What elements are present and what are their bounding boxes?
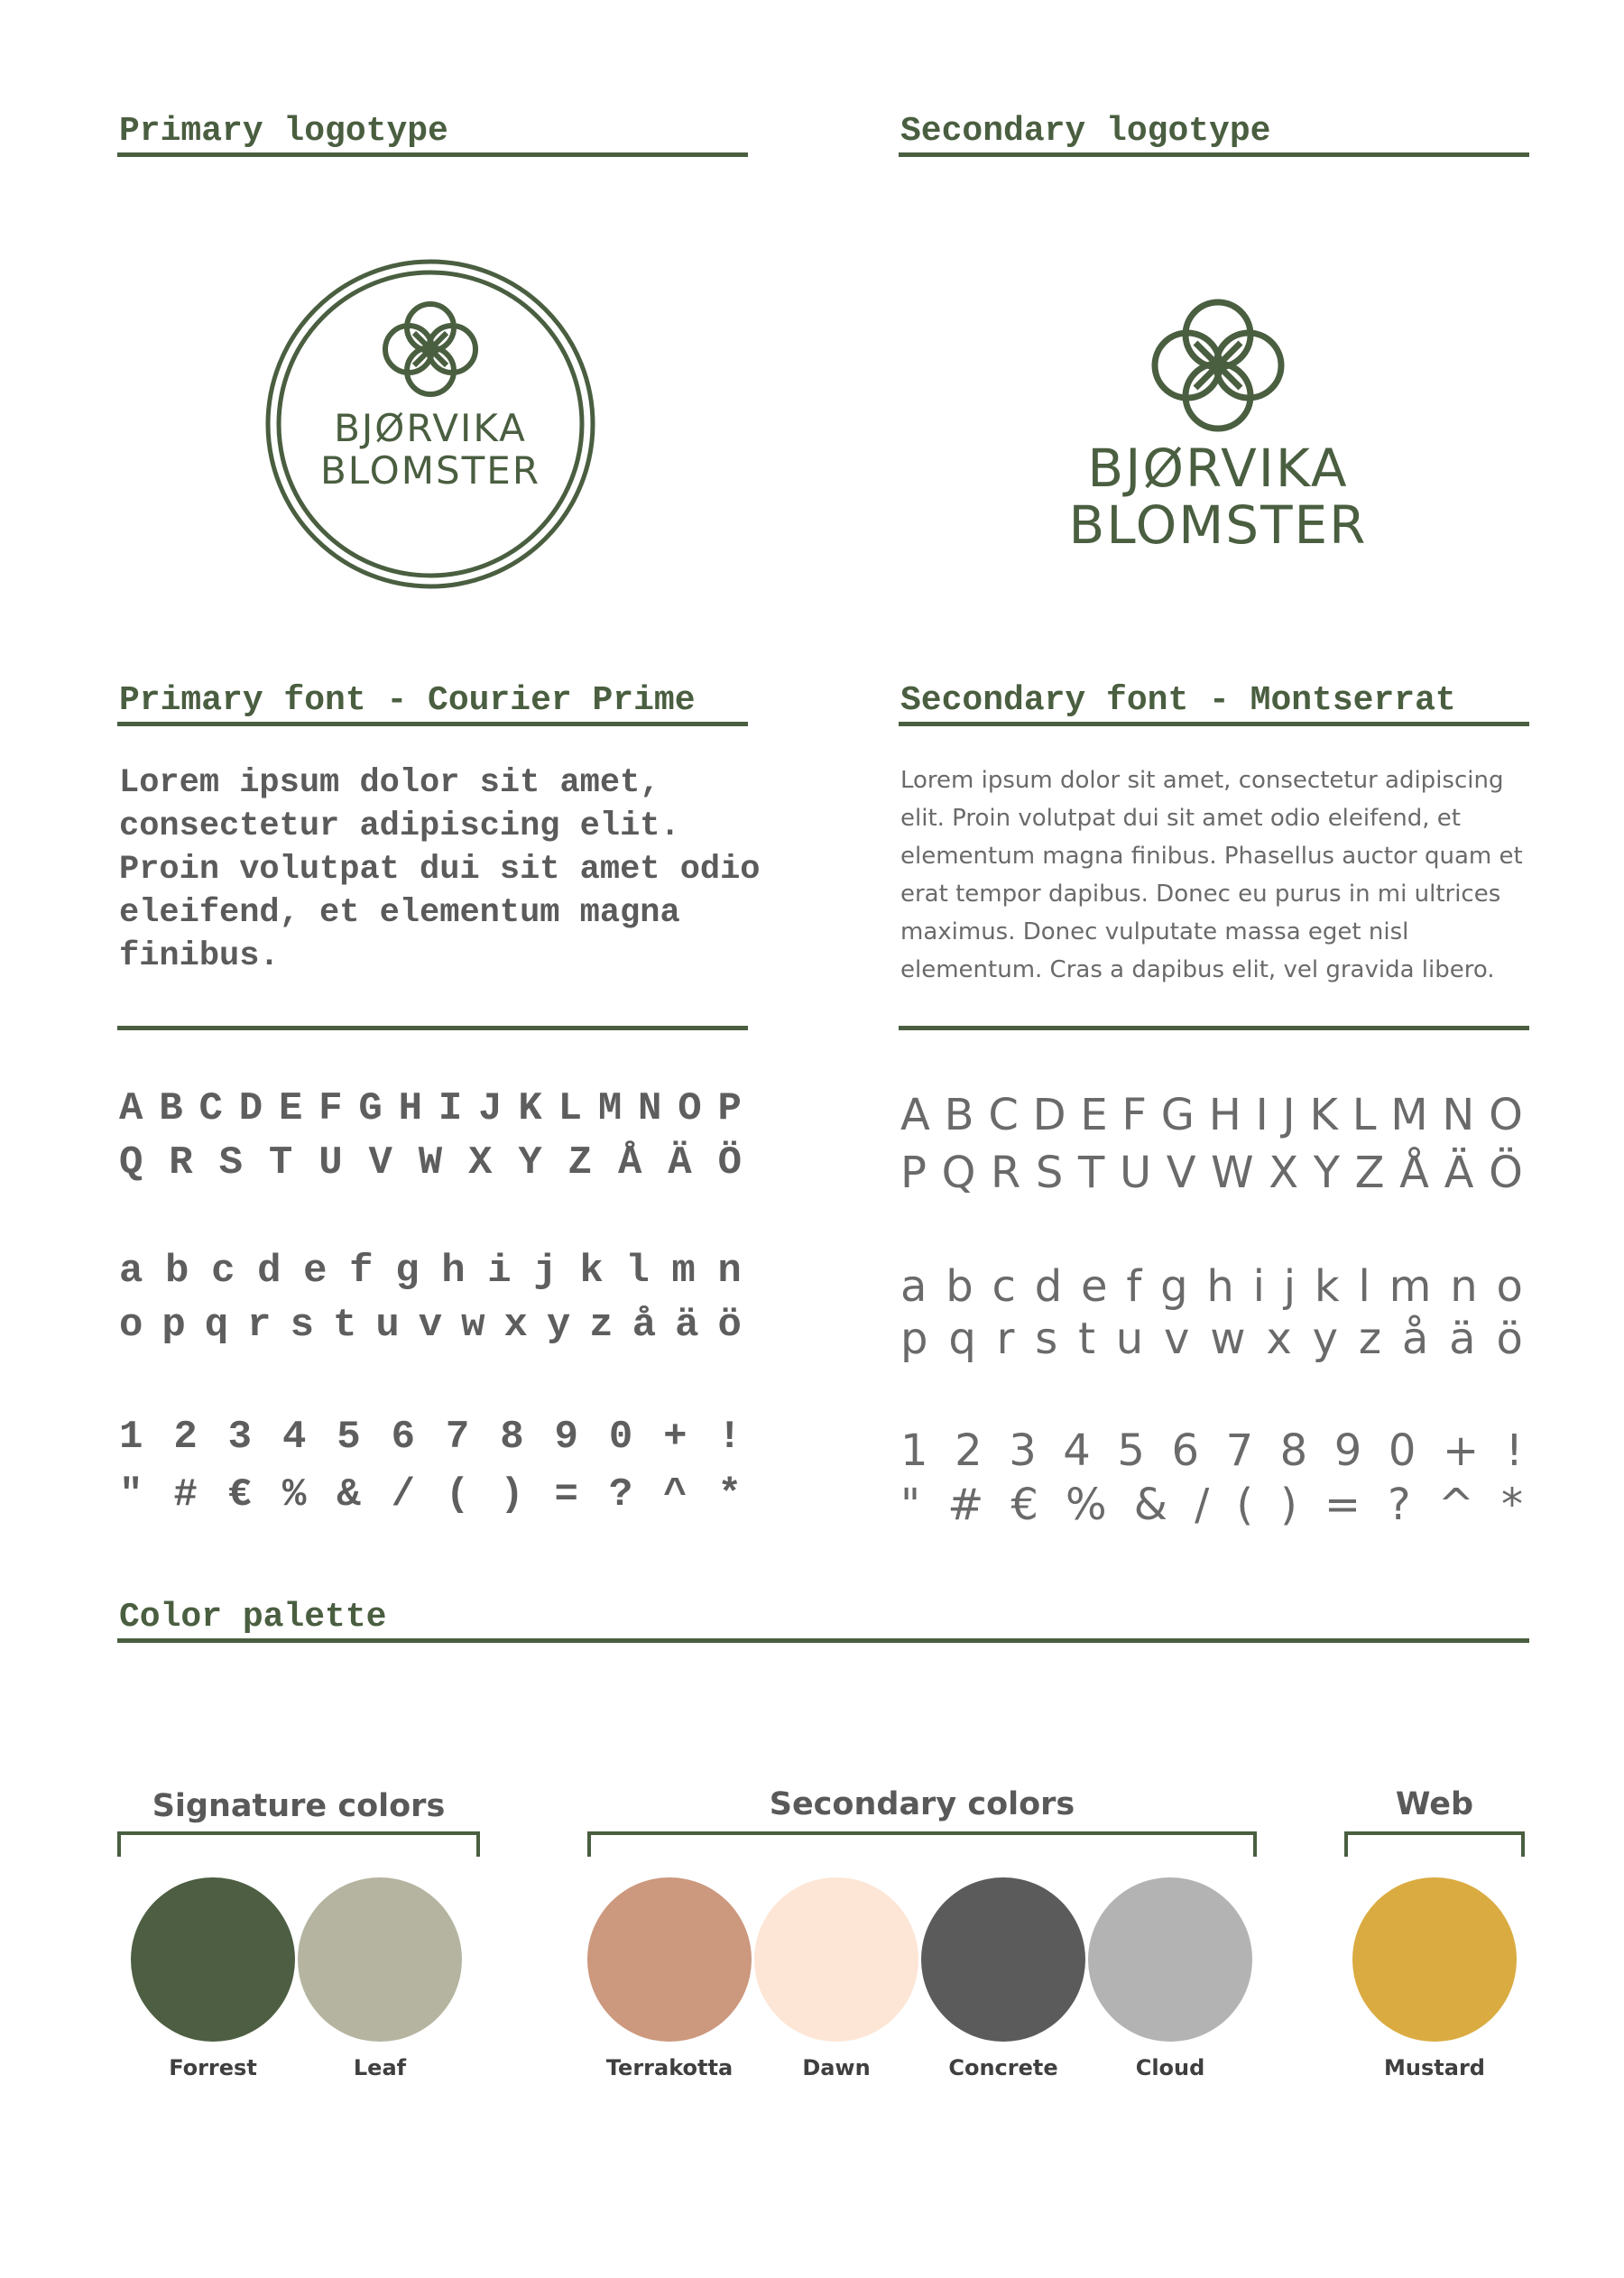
glyph: " [119,1472,143,1517]
glyph: 6 [1171,1425,1200,1476]
glyph: z [1358,1314,1382,1364]
glyph: s [290,1303,314,1348]
glyph: ^ [663,1472,687,1517]
glyph: ? [1388,1480,1411,1530]
secondary-glyphs-lower1 [900,1261,1523,1312]
secondary-colors-title: Secondary colors [769,1786,1075,1822]
glyph: A [900,1090,930,1140]
swatch-label-terrakotta: Terrakotta [605,2055,734,2080]
secondary-glyphs-lower2 [900,1314,1523,1364]
glyph: 7 [445,1415,470,1460]
glyph: u [375,1303,400,1348]
glyph: % [281,1472,307,1517]
glyph: c [992,1261,1016,1312]
color-palette-rule [117,1638,1529,1643]
glyph: Ö [1489,1148,1523,1198]
secondary-font-sample: Lorem ipsum dolor sit amet, consectetur adipiscing elit. Proin volutpat dui sit amet odio eleifend, et elementum magna finibus. Phasellus auctor quam et erat tempor dapibus. Donec eu purus in mi ultrices maximus. Donec vulputate massa eget nisl elementum. Cras a dapibus elit, vel gravida libero. [900,767,1523,983]
secondary-colors-bracket [587,1831,1257,1857]
swatch-label-concrete: Concrete [948,2055,1058,2080]
glyph: t [1078,1314,1095,1364]
glyph: D [1032,1090,1066,1140]
glyph: d [257,1249,281,1294]
glyph: o [119,1303,143,1348]
glyph: X [1269,1148,1299,1198]
glyph: h [441,1249,466,1294]
glyph: T [268,1140,293,1185]
primary-logo-line1: BJØRVIKA [334,406,527,450]
glyph: ? [608,1472,633,1517]
glyph: g [1160,1261,1188,1312]
glyph: y [1312,1314,1339,1364]
glyph: U [318,1140,343,1185]
glyph: Z [567,1140,593,1185]
glyph: € [227,1472,253,1517]
glyph: A [119,1086,143,1131]
glyph: m [671,1249,696,1294]
glyph: 4 [1063,1425,1091,1476]
swatch-terrakotta [587,1877,752,2042]
glyph: Å [1399,1148,1429,1198]
color-palette-heading: Color palette [119,1598,387,1637]
glyph: G [1160,1090,1195,1140]
glyph: 3 [1009,1425,1037,1476]
glyph: " [900,1480,921,1530]
glyph: ! [717,1415,742,1460]
glyph: 6 [391,1415,415,1460]
glyph: M [1390,1090,1428,1140]
secondary-glyphs-upper2 [900,1148,1523,1198]
glyph: P [900,1148,927,1198]
glyph: 9 [554,1415,578,1460]
glyph: F [318,1086,343,1131]
glyph: 2 [173,1415,198,1460]
secondary-logo [1038,298,1398,559]
signature-colors-bracket [117,1831,480,1857]
swatch-label-leaf: Leaf [353,2055,407,2080]
glyph: d [1034,1261,1063,1312]
primary-logo [263,257,597,591]
glyph: Y [1313,1148,1341,1198]
glyph: N [1442,1090,1475,1140]
glyph: S [218,1140,243,1185]
glyph: Å [617,1140,642,1185]
glyph: x [503,1303,528,1348]
glyph: M [597,1086,623,1131]
secondary-logotype-rule [899,152,1529,157]
glyph: 0 [608,1415,633,1460]
secondary-logotype-heading: Secondary logotype [900,112,1271,151]
glyph: h [1206,1261,1234,1312]
primary-sample-rule [117,1026,748,1030]
glyph: 5 [1117,1425,1145,1476]
glyph: å [632,1303,657,1348]
glyph: ! [1505,1425,1523,1476]
glyph: W [1211,1148,1254,1198]
glyph: J [1282,1090,1296,1140]
glyph: f [349,1249,374,1294]
glyph: = [1324,1480,1361,1530]
glyph: n [717,1249,742,1294]
primary-logotype-rule [117,152,748,157]
swatch-leaf [298,1877,462,2042]
secondary-glyphs-nums2 [900,1480,1523,1530]
glyph: m [1389,1261,1432,1312]
glyph: 8 [500,1415,524,1460]
glyph: R [990,1148,1021,1198]
glyph: ä [675,1303,699,1348]
secondary-logo-flower-icon [1038,298,1398,442]
glyph: L [1352,1090,1377,1140]
glyph: E [278,1086,303,1131]
signature-colors-title: Signature colors [152,1788,446,1824]
glyph: l [625,1249,650,1294]
swatch-label-mustard: Mustard [1384,2055,1485,2080]
glyph: z [589,1303,614,1348]
glyph: 9 [1333,1425,1362,1476]
glyph: q [948,1314,976,1364]
glyph: 1 [119,1415,143,1460]
primary-glyphs-nums2 [119,1472,742,1517]
glyph: 1 [900,1425,928,1476]
glyph: Ö [717,1140,742,1185]
glyph: & [337,1472,361,1517]
secondary-sample-rule [899,1026,1529,1030]
glyph: Ä [668,1140,692,1185]
glyph: N [638,1086,662,1131]
glyph: a [119,1249,143,1294]
glyph: H [1208,1090,1241,1140]
glyph: y [546,1303,571,1348]
glyph: U [1119,1148,1152,1198]
glyph: ä [1449,1314,1476,1364]
glyph: 0 [1388,1425,1416,1476]
glyph: ( [1236,1480,1254,1530]
glyph: H [398,1086,423,1131]
secondary-glyphs-upper1 [900,1090,1523,1140]
glyph: O [1489,1090,1523,1140]
glyph: p [161,1303,186,1348]
swatch-cloud [1088,1877,1252,2042]
secondary-logo-line1: BJØRVIKA [1087,438,1349,499]
glyph: R [169,1140,193,1185]
primary-font-sample: Lorem ipsum dolor sit amet, consectetur adipiscing elit. Proin volutpat dui sit amet odio eleifend, et elementum magna finibus. [119,764,761,975]
glyph: p [900,1314,928,1364]
glyph: v [418,1303,443,1348]
glyph: l [1358,1261,1370,1312]
glyph: s [1035,1314,1058,1364]
glyph: b [946,1261,973,1312]
glyph: V [1166,1148,1196,1198]
glyph: G [358,1086,383,1131]
glyph: K [518,1086,542,1131]
glyph: a [900,1261,927,1312]
glyph: t [332,1303,357,1348]
glyph: B [159,1086,183,1131]
glyph: e [303,1249,328,1294]
glyph: D [238,1086,263,1131]
glyph: S [1035,1148,1064,1198]
glyph: 7 [1225,1425,1254,1476]
secondary-font-rule [899,722,1529,726]
swatch-label-cloud: Cloud [1135,2055,1205,2080]
glyph: L [558,1086,582,1131]
glyph: i [487,1249,512,1294]
glyph: e [1081,1261,1108,1312]
glyph: x [1266,1314,1292,1364]
glyph: Ä [1444,1148,1474,1198]
glyph: ö [717,1303,742,1348]
glyph: o [1496,1261,1523,1312]
glyph: J [478,1086,503,1131]
glyph: X [468,1140,493,1185]
swatch-mustard [1352,1877,1517,2042]
glyph: = [554,1472,578,1517]
primary-glyphs-lower2 [119,1303,742,1348]
primary-glyphs-upper1 [119,1086,742,1131]
swatch-concrete [921,1877,1085,2042]
glyph: + [663,1415,687,1460]
glyph: * [717,1472,742,1517]
glyph: b [165,1249,189,1294]
glyph: / [391,1472,415,1517]
secondary-font-heading: Secondary font - Montserrat [900,681,1456,720]
web-colors-title: Web [1395,1786,1474,1822]
swatch-label-forrest: Forrest [169,2055,257,2080]
glyph: T [1078,1148,1105,1198]
glyph: i [1252,1261,1265,1312]
primary-glyphs-lower1 [119,1249,742,1294]
glyph: 5 [337,1415,361,1460]
primary-logotype-heading: Primary logotype [119,112,448,151]
swatch-forrest [131,1877,295,2042]
glyph: & [1133,1480,1168,1530]
glyph: # [173,1472,198,1517]
glyph: # [947,1480,984,1530]
primary-glyphs-nums1 [119,1415,742,1460]
glyph: C [198,1086,223,1131]
secondary-logo-line2: BLOMSTER [1068,494,1368,556]
glyph: w [1210,1314,1246,1364]
glyph: V [368,1140,392,1185]
glyph: ( [445,1472,470,1517]
glyph: r [996,1314,1015,1364]
glyph: ) [500,1472,524,1517]
glyph: ) [1280,1480,1297,1530]
glyph: * [1500,1480,1523,1530]
glyph: I [438,1086,463,1131]
glyph: 3 [227,1415,253,1460]
glyph: u [1115,1314,1144,1364]
glyph: w [461,1303,485,1348]
glyph: f [1126,1261,1142,1312]
glyph: K [1309,1090,1338,1140]
swatch-label-dawn: Dawn [802,2055,871,2080]
glyph: v [1164,1314,1190,1364]
glyph: B [944,1090,974,1140]
glyph: Q [941,1148,976,1198]
secondary-glyphs-nums1 [900,1425,1523,1476]
glyph: c [211,1249,235,1294]
glyph: n [1450,1261,1478,1312]
glyph: g [395,1249,420,1294]
glyph: % [1065,1480,1107,1530]
glyph: ö [1496,1314,1523,1364]
glyph: P [717,1086,742,1131]
glyph: C [988,1090,1019,1140]
glyph: å [1401,1314,1429,1364]
glyph: + [1442,1425,1480,1476]
glyph: O [678,1086,702,1131]
glyph: F [1121,1090,1148,1140]
glyph: 2 [955,1425,983,1476]
web-colors-bracket [1344,1831,1525,1857]
glyph: Z [1354,1148,1385,1198]
glyph: Y [518,1140,542,1185]
swatch-dawn [754,1877,918,2042]
glyph: j [1283,1261,1296,1312]
glyph: € [1010,1480,1038,1530]
glyph: E [1080,1090,1108,1140]
primary-logo-line2: BLOMSTER [319,448,541,493]
glyph: j [533,1249,558,1294]
glyph: q [204,1303,229,1348]
glyph: r [247,1303,272,1348]
glyph: W [418,1140,443,1185]
primary-font-heading: Primary font - Courier Prime [119,681,696,720]
primary-font-rule [117,722,748,726]
glyph: Q [119,1140,143,1185]
glyph: k [579,1249,604,1294]
glyph: I [1255,1090,1269,1140]
primary-glyphs-upper2 [119,1140,742,1185]
glyph: / [1195,1480,1210,1530]
glyph: ^ [1437,1480,1474,1530]
glyph: 4 [281,1415,307,1460]
glyph: 8 [1279,1425,1308,1476]
glyph: k [1314,1261,1340,1312]
